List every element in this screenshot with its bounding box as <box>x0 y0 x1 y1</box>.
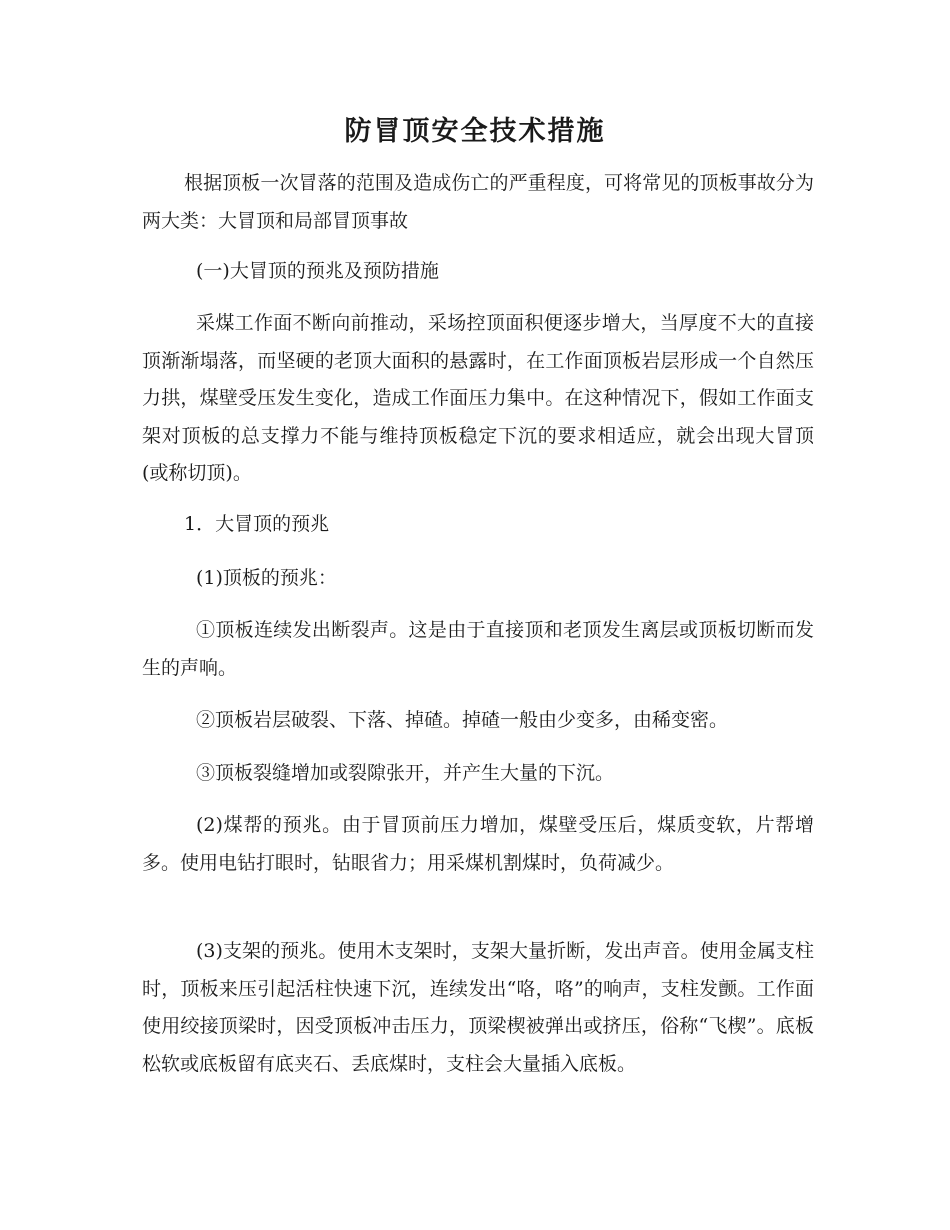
subheading-roof-signs: (1)顶板的预兆： <box>196 567 337 589</box>
section-heading-major-roof-fall: (一)大冒顶的预兆及预防措施 <box>196 260 439 282</box>
document-title: 防冒顶安全技术措施 <box>344 116 606 147</box>
subheading-major-roof-fall-signs: 1．大冒顶的预兆 <box>184 513 330 535</box>
list-item-roof-sign-3: ③顶板裂缝增加或裂隙张开，并产生大量的下沉。 <box>196 762 615 784</box>
paragraph-support-signs: (3)支架的预兆。使用木支架时，支架大量折断，发出声音。使用金属支柱时，顶板来压引起活柱快速下沉，连续发出“咯，咯”的响声，支柱发颤。工作面使用绞接顶梁时，因受顶板冲击压力，顶梁楔被弹出或挤压，俗称“飞楔”。底板松软或底板留有底夹石、丢底煤时，支柱会大量插入底板。 <box>142 940 814 1075</box>
list-item-roof-sign-2: ②顶板岩层破裂、下落、掉碴。掉碴一般由少变多，由稀变密。 <box>196 709 729 731</box>
body-paragraph-roof-pressure: 采煤工作面不断向前推动，采场控顶面积便逐步增大，当厚度不大的直接顶渐渐塌落，而坚硬的老顶大面积的悬露时，在工作面顶板岩层形成一个自然压力拱，煤壁受压发生变化，造成工作面压力集中。在这种情况下，假如工作面支架对顶板的总支撑力不能与维持顶板稳定下沉的要求相适应，就会出现大冒顶(或称切顶)。 <box>142 312 814 484</box>
intro-paragraph: 根据顶板一次冒落的范围及造成伤亡的严重程度，可将常见的顶板事故分为两大类：大冒顶和局部冒顶事故 <box>142 172 814 232</box>
list-item-roof-sign-1: ①顶板连续发出断裂声。这是由于直接顶和老顶发生离层或顶板切断而发生的声响。 <box>142 619 814 679</box>
paragraph-coal-wall-signs: (2)煤帮的预兆。由于冒顶前压力增加，煤壁受压后，煤质变软，片帮增多。使用电钻打眼时，钻眼省力；用采煤机割煤时，负荷减少。 <box>142 814 814 874</box>
